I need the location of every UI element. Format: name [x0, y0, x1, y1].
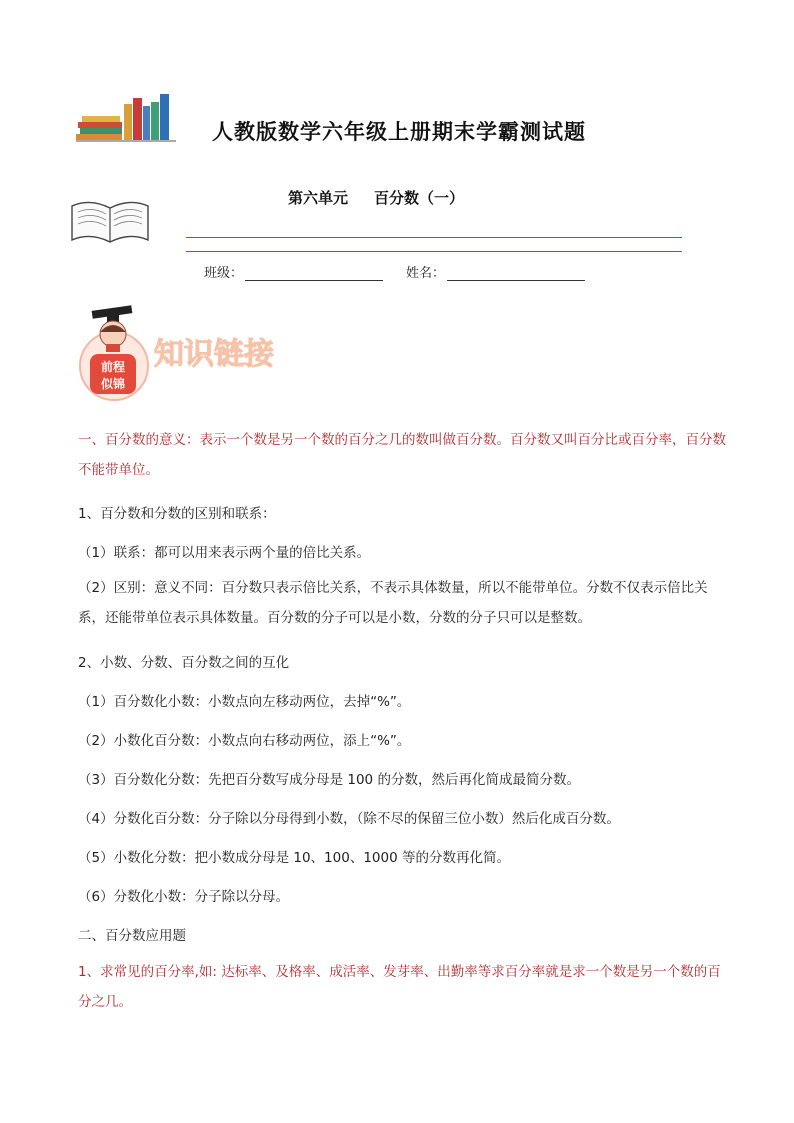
badge-tag-line2: 似锦: [100, 377, 126, 391]
definition-body: 表示一个数是另一个数的百分之几的数叫做百分数。百分数又叫百分比或百分率，百分数不能带单位。: [78, 432, 726, 478]
topic-label: 百分数（一）: [374, 189, 465, 207]
conversion-item-6: （6）分数化小数：分子除以分母。: [78, 889, 290, 905]
definition-paragraph: [78, 425, 728, 485]
unit-heading: [288, 187, 464, 208]
header-divider-bottom: [186, 251, 682, 252]
conversion-item-2: （2）小数化百分数：小数点向右移动两位，添上“%”。: [78, 733, 411, 749]
open-book-icon: [68, 192, 152, 248]
definition-heading: 一、百分数的意义：: [78, 432, 200, 448]
class-blank[interactable]: [245, 266, 383, 281]
conversion-item-5: （5）小数化分数：把小数成分母是 10、100、1000 等的分数再化简。: [78, 850, 510, 866]
name-field[interactable]: [406, 262, 585, 281]
document-title: 人教版数学六年级上册期末学霸测试题: [212, 120, 586, 144]
section-3-heading: 二、百分数应用题: [78, 928, 186, 944]
badge-title: 知识链接: [154, 337, 274, 372]
knowledge-link-badge: [74, 296, 324, 414]
difference-item: （2）区别：意义不同：百分数只表示倍比关系，不表示具体数量，所以不能带单位。分数不仅表示倍比关系，还能带单位表示具体数量。百分数的分子可以是小数，分数的分子只可以是整数。: [78, 580, 708, 626]
conversion-item-4: （4）分数化百分数：分子除以分母得到小数，（除不尽的保留三位小数）然后化成百分数。: [78, 811, 620, 827]
class-field[interactable]: [204, 262, 383, 281]
section-2-heading: 2、小数、分数、百分数之间的互化: [78, 655, 290, 671]
class-label: 班级：: [204, 266, 244, 281]
badge-tag-line1: 前程: [100, 360, 126, 374]
unit-label: 第六单元: [288, 189, 349, 207]
conversion-item-3: （3）百分数化分数：先把百分数写成分母是 100 的分数，然后再化简成最简分数。: [78, 772, 580, 788]
name-blank[interactable]: [447, 266, 585, 281]
contact-item: （1）联系：都可以用来表示两个量的倍比关系。: [78, 545, 371, 561]
conversion-item-1: （1）百分数化小数：小数点向左移动两位，去掉“%”。: [78, 694, 411, 710]
application-item-1: 1、求常见的百分率,如: 达标率、及格率、成活率、发芽率、出勤率等求百分率就是求一个数是另一个数的百分之几。: [78, 964, 721, 1010]
books-stack-icon: [76, 92, 176, 142]
section-1-heading: 1、百分数和分数的区别和联系：: [78, 506, 276, 522]
header-divider-top: [186, 237, 682, 238]
name-label: 姓名：: [406, 266, 446, 281]
